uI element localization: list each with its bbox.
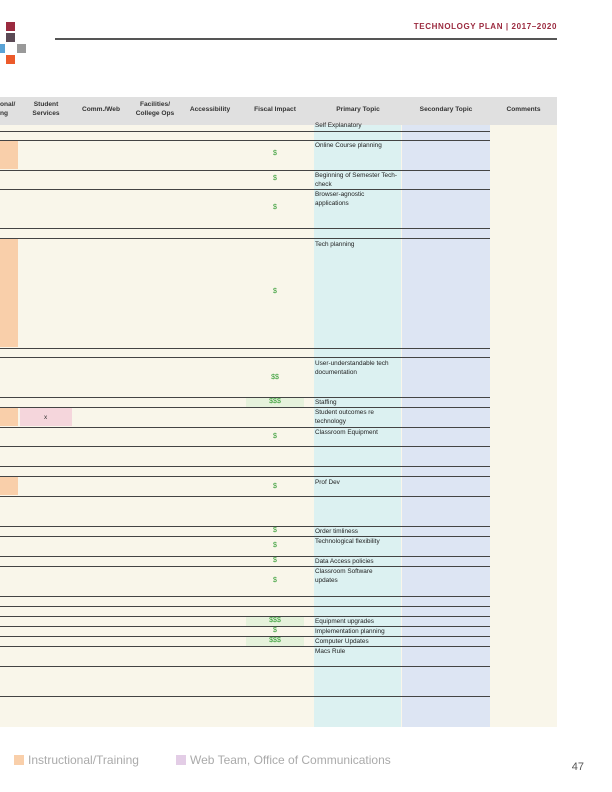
row-divider [0, 526, 490, 527]
primary-topic-cell: Prof Dev [315, 479, 340, 486]
row-divider [0, 427, 490, 428]
legend-label: Web Team, Office of Communications [190, 753, 391, 767]
primary-topic-cell: Macs Rule [315, 648, 346, 655]
col-header-student-services [24, 100, 68, 118]
instructional-cell [0, 141, 18, 169]
row-divider [0, 646, 490, 647]
row-divider [0, 606, 490, 607]
col-header-facilities [128, 100, 182, 118]
header-rule [55, 38, 557, 40]
primary-topic-cell: Beginning of Semester Tech-check [315, 172, 397, 188]
primary-topic-cell: Classroom Software updates [315, 568, 373, 584]
col-header-instructional [0, 100, 18, 118]
col-header-secondary-topic: Secondary Topic [419, 106, 473, 113]
fiscal-impact-cell: $ [273, 542, 277, 549]
col-header-line: Student [33, 101, 59, 108]
row-divider [0, 636, 490, 637]
row-divider [0, 496, 490, 497]
primary-topic-cell: Tech planning [315, 241, 355, 248]
col-header-line: onal/ [0, 101, 16, 108]
col-header-line: ng [0, 110, 9, 117]
row-divider [0, 397, 490, 398]
logo-square-orange [6, 55, 15, 64]
row-divider [0, 238, 490, 239]
logo-square-gray [17, 44, 26, 53]
logo-square-blue [0, 44, 5, 53]
fiscal-impact-cell: $ [273, 175, 277, 182]
row-divider [0, 476, 490, 477]
primary-topic-cell: Online Course planning [315, 142, 382, 149]
row-divider [0, 228, 490, 229]
row-divider [0, 696, 490, 697]
instructional-cell [0, 477, 18, 495]
primary-topic-cell: Equipment upgrades [315, 618, 374, 625]
row-divider [0, 348, 490, 349]
fiscal-impact-cell: $$$ [269, 637, 281, 644]
fiscal-impact-cell: $ [273, 627, 277, 634]
row-divider [0, 626, 490, 627]
fiscal-impact-cell: $ [273, 204, 277, 211]
logo-square-red [6, 22, 15, 31]
col-header-fiscal-impact: Fiscal Impact [254, 106, 296, 113]
col-header-primary-topic: Primary Topic [336, 106, 380, 113]
row-divider [0, 556, 490, 557]
row-divider [0, 616, 490, 617]
legend-swatch-instructional [14, 755, 24, 765]
student-services-mark: x [44, 414, 48, 421]
fiscal-impact-cell: $ [273, 150, 277, 157]
row-divider [0, 189, 490, 190]
col-header-comm-web: Comm./Web [82, 106, 120, 113]
primary-topic-cell: Order timliness [315, 528, 358, 535]
row-divider [0, 407, 490, 408]
col-header-line: Facilities/ [139, 101, 171, 108]
primary-topic-cell: Computer Updates [315, 638, 369, 645]
fiscal-impact-cell: $ [273, 483, 277, 490]
row-divider [0, 140, 490, 141]
primary-topic-cell: Student outcomes re technology [315, 409, 374, 425]
logo-square-gray-dark [6, 33, 15, 42]
fiscal-impact-cell: $ [273, 557, 277, 564]
fiscal-impact-cell: $$$ [269, 617, 281, 624]
legend-swatch-web-team [176, 755, 186, 765]
fiscal-impact-cell: $$ [271, 374, 279, 381]
fiscal-impact-cell: $ [273, 433, 277, 440]
primary-topic-cell: Classroom Equipment [315, 429, 378, 436]
primary-topic-cell: Data Access policies [315, 558, 374, 565]
row-divider [0, 566, 490, 567]
primary-topic-cell: Implementation planning [315, 628, 385, 635]
col-header-line: College Ops [135, 110, 175, 117]
primary-topic-cell: Technological flexibility [315, 538, 380, 545]
primary-topic-cell: User-understandable tech documentation [315, 360, 389, 376]
row-divider [0, 466, 490, 467]
instructional-cell [0, 408, 18, 426]
row-divider [0, 666, 490, 667]
primary-topic-cell: Browser-agnostic applications [315, 191, 365, 207]
primary-topic-cell: Staffing [315, 399, 337, 406]
fiscal-impact-cell: $$$ [269, 398, 281, 405]
instructional-cell [0, 239, 18, 347]
page-number: 47 [571, 761, 584, 773]
fiscal-impact-cell: $ [273, 577, 277, 584]
row-divider [0, 596, 490, 597]
fiscal-impact-cell: $ [273, 527, 277, 534]
row-divider [0, 536, 490, 537]
primary-topic-cell: Self Explanatory [315, 122, 362, 129]
document-title: TECHNOLOGY PLAN | 2017–2020 [413, 22, 557, 31]
row-divider [0, 131, 490, 132]
fiscal-impact-cell: $ [273, 288, 277, 295]
row-divider [0, 357, 490, 358]
col-header-comments: Comments [506, 106, 541, 113]
row-divider [0, 170, 490, 171]
row-divider [0, 446, 490, 447]
col-header-accessibility: Accessibility [189, 106, 231, 113]
legend-label: Instructional/Training [28, 753, 139, 767]
col-header-line: Services [32, 110, 60, 117]
